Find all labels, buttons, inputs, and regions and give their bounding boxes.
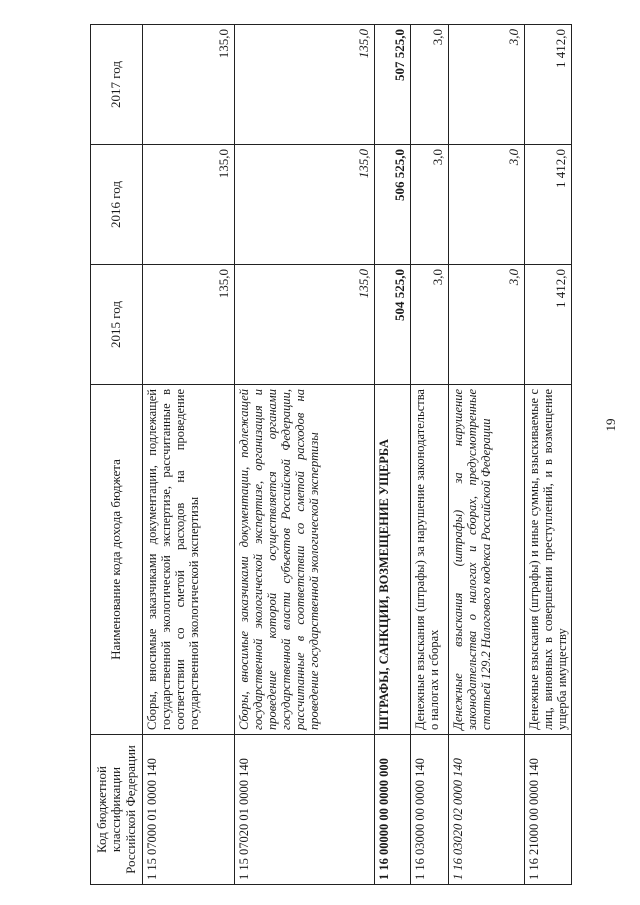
header-2017: 2017 год	[91, 25, 143, 145]
table-row	[449, 25, 525, 885]
row-value-2016: 1 412,0	[525, 145, 572, 265]
row-value-2016: 3,0	[449, 145, 525, 265]
header-code: Код бюджетной классификации Российской Федерации	[91, 735, 143, 885]
table-header-row	[91, 25, 143, 885]
row-value-2017: 135,0	[143, 25, 235, 145]
header-name: Наименование кода дохода бюджета	[91, 385, 143, 735]
row-value-2015: 135,0	[235, 265, 375, 385]
table-row	[375, 25, 411, 885]
row-value-2017: 3,0	[411, 25, 449, 145]
row-name: Сборы, вносимые заказчиками документации, подлежащей государственной экологической экспертизе, рассчитанные в соответствии со сметой расходов на проведение государственной экологической экспертизы	[143, 385, 235, 735]
table-row	[411, 25, 449, 885]
row-code: 1 16 03000 00 0000 140	[411, 735, 449, 885]
row-code: 1 16 03020 02 0000 140	[449, 735, 525, 885]
row-value-2016: 135,0	[143, 145, 235, 265]
row-code: 1 16 00000 00 0000 000	[375, 735, 411, 885]
table-row	[525, 25, 572, 885]
table-row	[143, 25, 235, 885]
row-value-2015: 1 412,0	[525, 265, 572, 385]
row-value-2017: 3,0	[449, 25, 525, 145]
row-value-2015: 135,0	[143, 265, 235, 385]
row-value-2015: 3,0	[411, 265, 449, 385]
rotated-table-wrapper	[90, 25, 569, 885]
row-code: 1 15 07000 01 0000 140	[143, 735, 235, 885]
row-value-2017: 1 412,0	[525, 25, 572, 145]
table-row	[235, 25, 375, 885]
row-value-2016: 135,0	[235, 145, 375, 265]
page-number: 19	[603, 418, 618, 432]
row-name: Денежные взыскания (штрафы) и иные суммы, взыскиваемые с лиц, виновных в совершении преступлений, и в возмещение ущерба имуществу	[525, 385, 572, 735]
header-2015: 2015 год	[91, 265, 143, 385]
header-2016: 2016 год	[91, 145, 143, 265]
row-value-2015: 3,0	[449, 265, 525, 385]
row-value-2015: 504 525,0	[375, 265, 411, 385]
row-value-2017: 507 525,0	[375, 25, 411, 145]
row-name: ШТРАФЫ, САНКЦИИ, ВОЗМЕЩЕНИЕ УЩЕРБА	[375, 385, 411, 735]
row-code: 1 15 07020 01 0000 140	[235, 735, 375, 885]
row-name: Денежные взыскания (штрафы) за нарушение законодательства о налогах и сборах	[411, 385, 449, 735]
row-name: Сборы, вносимые заказчиками документации, подлежащей государственной экологической экспертизе, организация и проведение которой осуществляется органами государственной власти субъектов Российской Федерации, рассчитанные в соответствии со сметой расходов на проведение государственной экологической экспертизы	[235, 385, 375, 735]
row-name: Денежные взыскания (штрафы) за нарушение законодательства о налогах и сборах, предусмотренные статьей 129.2 Налогового кодекса Российской Федерации	[449, 385, 525, 735]
row-value-2017: 135,0	[235, 25, 375, 145]
budget-revenue-table	[90, 24, 572, 885]
row-code: 1 16 21000 00 0000 140	[525, 735, 572, 885]
row-value-2016: 506 525,0	[375, 145, 411, 265]
row-value-2016: 3,0	[411, 145, 449, 265]
